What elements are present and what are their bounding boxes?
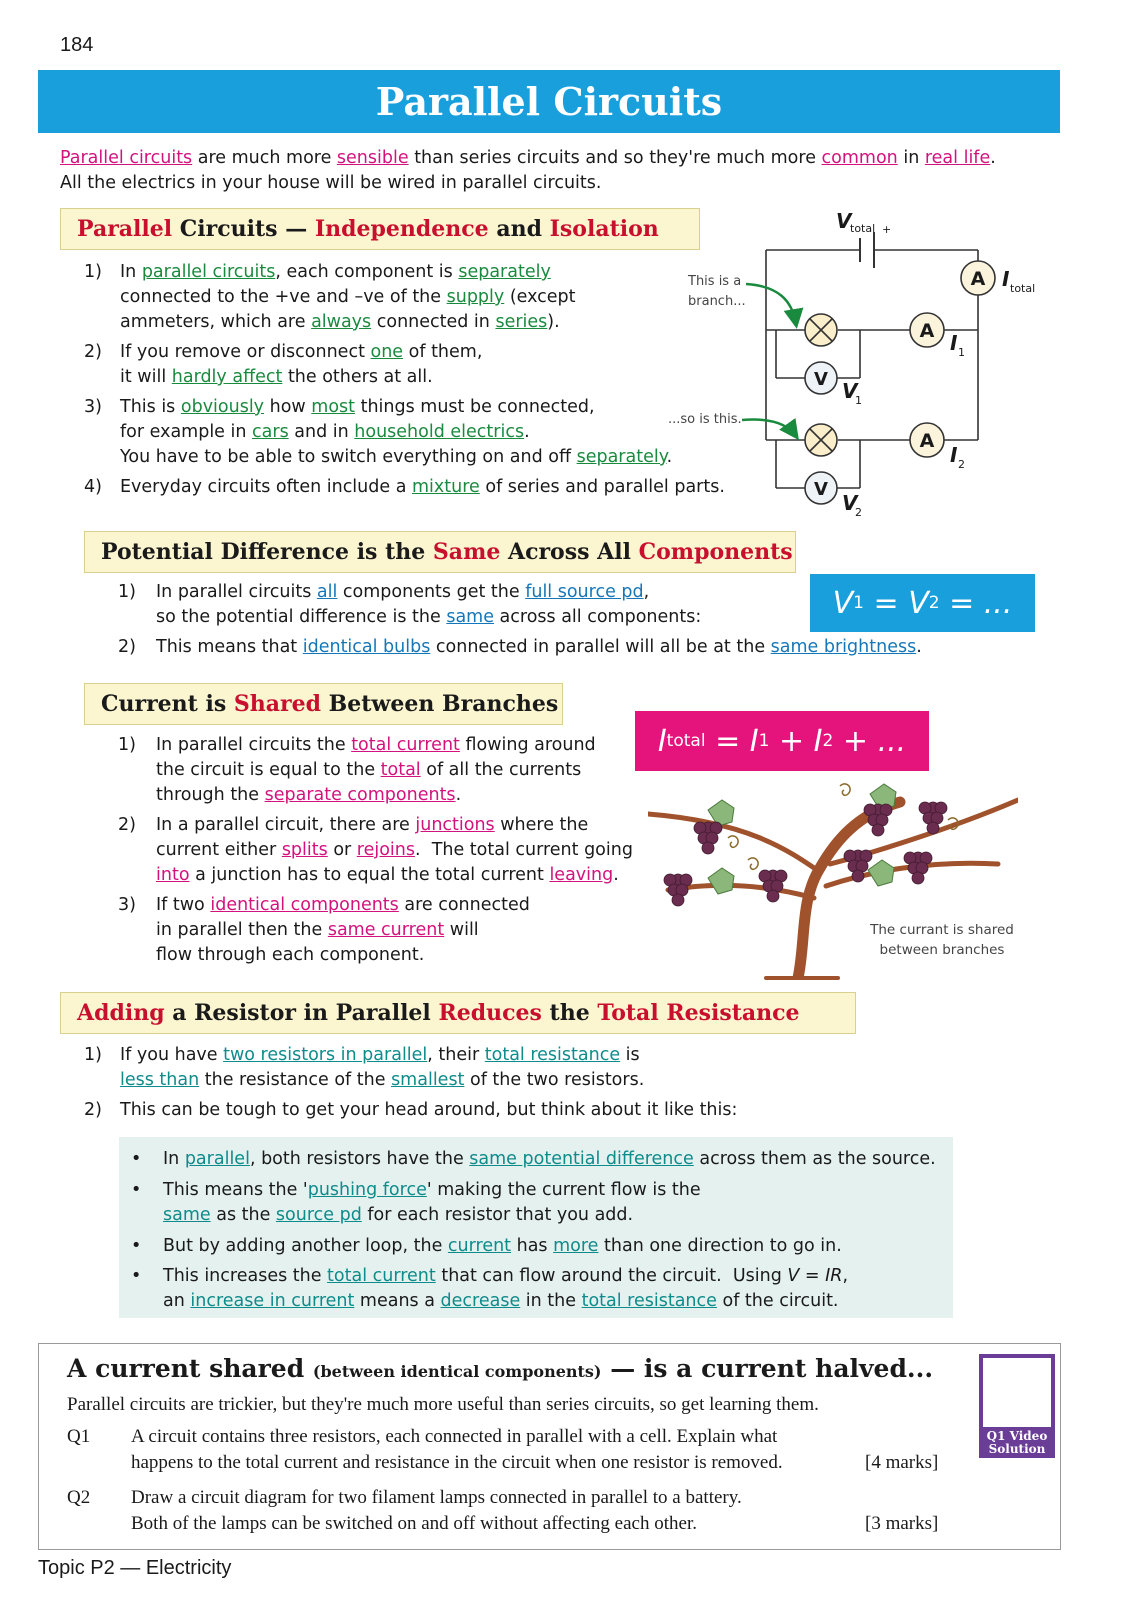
item-number: 1) <box>118 582 136 602</box>
numbered-item <box>118 580 918 630</box>
i-total-sub: total <box>1010 282 1036 295</box>
keyword: two resistors in parallel <box>223 1045 428 1065</box>
keyword: parallel <box>184 1149 250 1169</box>
voltmeter-icon-2 <box>805 472 837 504</box>
eq-i: I <box>657 723 667 759</box>
eq-i-sub: total <box>666 731 706 751</box>
text-line: so the potential difference is the same across all components: <box>156 607 702 627</box>
keyword: identical bulbs <box>302 637 431 657</box>
text-line: connected to the +ve and –ve of the supply (except <box>120 287 576 307</box>
keyword: total <box>380 760 421 780</box>
i2-sub: 2 <box>958 458 965 471</box>
numbered-item <box>84 475 744 500</box>
i1-sub: 1 <box>958 346 965 359</box>
item-number: 1) <box>84 1045 102 1065</box>
section-heading-pd: Potential Difference is the Same Across All Components <box>84 531 796 573</box>
keyword: less than <box>120 1070 200 1090</box>
text-line: This is obviously how most things must be connected, <box>120 397 595 417</box>
keyword: always <box>311 312 372 332</box>
keyword: same <box>446 607 494 627</box>
svg-text:A: A <box>970 268 986 290</box>
svg-text:V: V <box>814 369 828 390</box>
text-line: In a parallel circuit, there are junctions where the <box>156 815 589 835</box>
resistance-bullet-box: • In parallel, both resistors have the same potential difference across them as the source. • This means the 'pushing force' making the current flow is the same as the source pd for each resistor that you add. • But by adding another loop, the current has more than one direction to go in. • This increases the total current that can flow around the circuit. Using V = IR, an increase in current means a decrease in the total resistance of the circuit. <box>119 1137 953 1318</box>
keyword: real life <box>924 148 991 168</box>
section-resistance-list <box>84 1043 984 1128</box>
page-footer: Topic P2 — Electricity <box>38 1557 232 1579</box>
v1-sub: 1 <box>855 394 862 407</box>
item-number: 2) <box>118 637 136 657</box>
v-total-sub: total <box>850 222 876 235</box>
text-line: same as the source pd for each resistor that you add. <box>163 1205 634 1225</box>
v1-label: V <box>842 379 858 403</box>
eq-i2-sub: 2 <box>822 731 834 751</box>
text-line: If you remove or disconnect one of them, <box>120 342 483 362</box>
keyword: increase in current <box>190 1291 355 1311</box>
keyword: total current <box>351 735 460 755</box>
keyword: cars <box>252 422 289 442</box>
keyword: decrease <box>440 1291 521 1311</box>
keyword: leaving <box>549 865 614 885</box>
q1-text: A circuit contains three resistors, each connected in parallel with a cell. Explain what happens to the total current and resistance in the circuit when one resistor is removed. <box>131 1426 783 1473</box>
page-number: 184 <box>60 34 94 56</box>
v2-sub: 2 <box>855 506 862 519</box>
text-line: This means the 'pushing force' making the current flow is the <box>163 1180 701 1200</box>
svg-text:V: V <box>814 479 828 500</box>
section-pd-list <box>118 580 922 665</box>
vine-caption-line2: between branches <box>879 942 1005 958</box>
text-line: In parallel circuits the total current flowing around <box>156 735 596 755</box>
arrow-icon-1 <box>746 284 796 324</box>
text-line: Everyday circuits often include a mixture of series and parallel parts. <box>120 477 725 497</box>
text-line: This increases the total current that can flow around the circuit. Using V = IR, <box>163 1266 849 1286</box>
item-number: 1) <box>118 735 136 755</box>
keyword: more <box>553 1236 599 1256</box>
keyword: junctions <box>415 815 495 835</box>
item-number: 2) <box>84 1100 102 1120</box>
numbered-item <box>84 260 744 335</box>
keyword: identical components <box>210 895 399 915</box>
keyword: same potential difference <box>469 1149 694 1169</box>
text-line: This means that identical bulbs connected in parallel will all be at the same brightness. <box>156 637 922 657</box>
section-current-list <box>118 733 648 973</box>
eq-equals: = <box>705 723 750 759</box>
branch-note-line2: branch... <box>688 294 746 309</box>
title-banner <box>38 70 1060 133</box>
ammeter-icon-2 <box>910 423 944 457</box>
v-total-label: V <box>836 209 852 233</box>
item-number: 3) <box>118 895 136 915</box>
item-number: 3) <box>84 397 102 417</box>
q2-marks: [3 marks] <box>865 1513 939 1534</box>
branch-note-line1: This is a <box>688 274 742 289</box>
numbered-item <box>84 395 744 470</box>
eq-v2-sub: 2 <box>928 593 940 613</box>
section-heading-independence: Parallel Circuits — Independence and Isolation <box>60 208 700 250</box>
text-line: it will hardly affect the others at all. <box>120 367 433 387</box>
numbered-item <box>84 1043 984 1093</box>
keyword: total resistance <box>581 1291 717 1311</box>
lamp-icon-2 <box>805 424 837 456</box>
section-independence-list <box>84 260 744 505</box>
text-line: If you have two resistors in parallel, their total resistance is <box>120 1045 640 1065</box>
keyword: common <box>821 148 898 168</box>
item-number: 1) <box>84 262 102 282</box>
numbered-item <box>118 813 648 888</box>
keyword: obviously <box>180 397 265 417</box>
eq-equals-2: = ... <box>939 585 1013 621</box>
text-line: the circuit is equal to the total of all the currents <box>156 760 582 780</box>
eq-i1: I <box>749 723 759 759</box>
arrow-icon-2 <box>742 420 796 436</box>
vine-caption-line1: The currant is shared <box>870 922 1014 938</box>
voltmeter-icon-1 <box>805 362 837 394</box>
section-heading-current: Current is Shared Between Branches <box>84 683 563 725</box>
text-line: for example in cars and in household electrics. <box>120 422 530 442</box>
keyword: separate components <box>264 785 456 805</box>
parallel-circuit-diagram <box>660 200 1060 530</box>
text-line: into a junction has to equal the total current leaving. <box>156 865 619 885</box>
numbered-item <box>118 733 648 808</box>
voltage-equation <box>810 574 1035 632</box>
eq-plus-2: + ... <box>833 723 907 759</box>
q2-text: Draw a circuit diagram for two filament lamps connected in parallel to a battery. Both of the lamps can be switched on and off without affecting each other. <box>131 1487 742 1534</box>
keyword: full source pd <box>525 582 644 602</box>
svg-text:A: A <box>919 320 935 342</box>
vine-caption <box>852 920 1032 960</box>
i-total-label: I <box>1002 267 1010 291</box>
video-solution-label: Q1 Video Solution <box>979 1427 1055 1458</box>
q1-marks: [4 marks] <box>865 1452 939 1473</box>
section-heading-resistance: Adding a Resistor in Parallel Reduces the Total Resistance <box>60 992 856 1034</box>
branch-note-2: ...so is this. <box>668 412 742 427</box>
numbered-item <box>118 635 922 660</box>
ammeter-icon-total <box>961 261 995 295</box>
i1-label: I <box>950 331 958 355</box>
text-line: through the separate components. <box>156 785 462 805</box>
keyword: same <box>163 1205 211 1225</box>
text-line: But by adding another loop, the current has more than one direction to go in. <box>163 1236 842 1256</box>
keyword: rejoins <box>356 840 415 860</box>
keyword: supply <box>446 287 505 307</box>
practice-questions-box <box>38 1343 1061 1550</box>
keyword: parallel circuits <box>141 262 276 282</box>
ammeter-icon-1 <box>910 313 944 347</box>
text-line: In parallel circuits all components get the full source pd, <box>156 582 650 602</box>
video-solution-link[interactable] <box>979 1354 1055 1458</box>
keyword: separately <box>576 447 667 467</box>
v2-label: V <box>842 491 858 515</box>
keyword: current <box>447 1236 512 1256</box>
keyword: Parallel circuits <box>60 148 193 168</box>
keyword: same brightness <box>770 637 917 657</box>
text-line: current either splits or rejoins. The total current going <box>156 840 633 860</box>
page-title: Parallel Circuits <box>375 79 723 124</box>
numbered-item <box>118 893 648 968</box>
text-line: flow through each component. <box>156 945 425 965</box>
item-number: 4) <box>84 477 102 497</box>
text-line: In parallel, both resistors have the same potential difference across them as the source. <box>163 1149 936 1169</box>
i2-label: I <box>950 443 958 467</box>
keyword: hardly affect <box>171 367 283 387</box>
text-line: In parallel circuits, each component is separately <box>120 262 551 282</box>
keyword: separately <box>458 262 551 282</box>
current-equation <box>635 711 929 771</box>
keyword: series <box>495 312 548 332</box>
questions-title: A current shared (between identical components) — is a current halved... <box>67 1354 934 1383</box>
keyword: all <box>316 582 338 602</box>
plus-sign: + <box>882 223 892 236</box>
text-line: less than the resistance of the smallest of the two resistors. <box>120 1070 645 1090</box>
text-line: This can be tough to get your head around, but think about it like this: <box>120 1100 738 1120</box>
lamp-icon-1 <box>805 314 837 346</box>
keyword: most <box>311 397 356 417</box>
eq-v2: V <box>908 585 929 621</box>
numbered-item <box>84 340 744 390</box>
keyword: total resistance <box>484 1045 621 1065</box>
intro-paragraph <box>60 146 1060 196</box>
text-line: an increase in current means a decrease in the total resistance of the circuit. <box>163 1291 839 1311</box>
numbered-item <box>84 1098 984 1123</box>
eq-i2: I <box>813 723 823 759</box>
item-number: 2) <box>84 342 102 362</box>
keyword: source pd <box>275 1205 362 1225</box>
svg-text:A: A <box>919 430 935 452</box>
questions-subtitle: Parallel circuits are trickier, but they're much more useful than series circuits, so get learning them. <box>67 1394 819 1415</box>
text-line: If two identical components are connected <box>156 895 530 915</box>
eq-plus-1: + <box>769 723 814 759</box>
keyword: smallest <box>391 1070 465 1090</box>
keyword: mixture <box>412 477 480 497</box>
eq-i1-sub: 1 <box>758 731 770 751</box>
item-number: 2) <box>118 815 136 835</box>
keyword: splits <box>281 840 328 860</box>
text-line: ammeters, which are always connected in series). <box>120 312 560 332</box>
keyword: total current <box>327 1266 436 1286</box>
text-line: in parallel then the same current will <box>156 920 479 940</box>
q1-label: Q1 <box>67 1426 91 1447</box>
q2-label: Q2 <box>67 1487 91 1508</box>
eq-v1-sub: 1 <box>853 593 864 613</box>
eq-equals-1: = <box>863 585 909 621</box>
keyword: one <box>370 342 404 362</box>
keyword: same current <box>327 920 445 940</box>
intro-line-1: Parallel circuits are much more sensible than series circuits and so they're much more common in real life. <box>60 148 996 168</box>
keyword: pushing force <box>307 1180 427 1200</box>
keyword: into <box>156 865 190 885</box>
keyword: household electrics <box>354 422 525 442</box>
intro-line-2: All the electrics in your house will be wired in parallel circuits. <box>60 173 602 193</box>
keyword: sensible <box>336 148 409 168</box>
text-line: You have to be able to switch everything on and off separately. <box>120 447 673 467</box>
eq-v1: V <box>832 585 854 621</box>
